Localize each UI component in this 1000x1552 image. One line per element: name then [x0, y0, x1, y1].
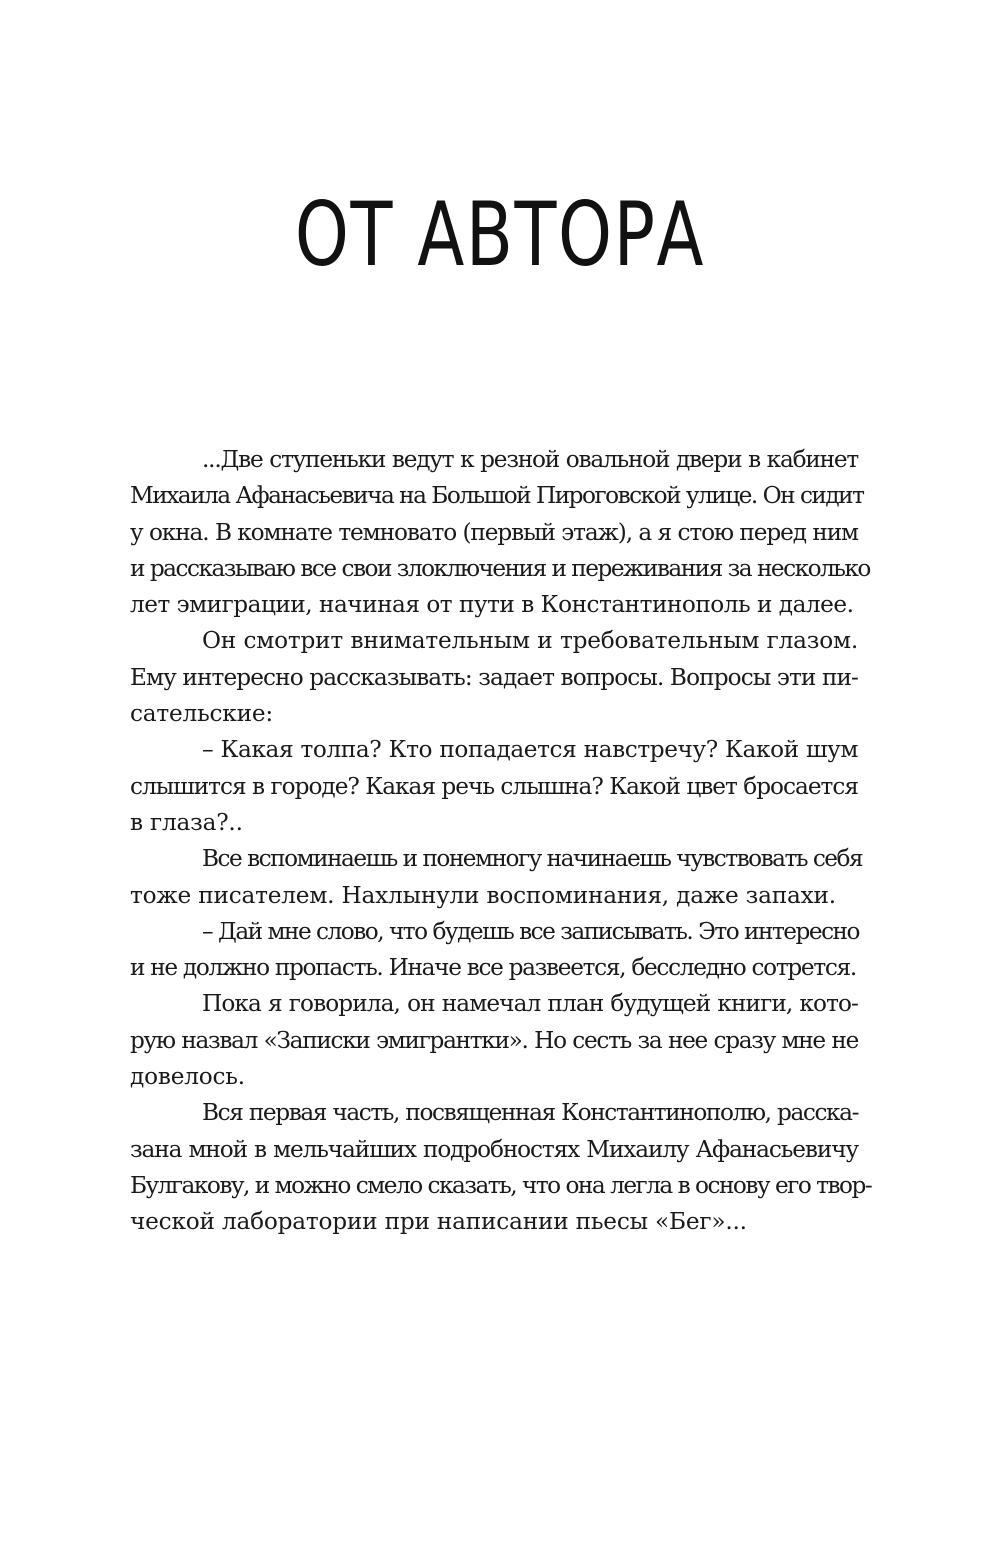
text-line: – Какая толпа? Кто попадается навстречу? Какой шум — [202, 736, 858, 764]
text-line: Пока я говорила, он намечал план будущей книги, кото- — [202, 990, 858, 1018]
text-line: в глаза?.. — [130, 808, 243, 836]
body-text — [130, 442, 872, 1241]
text-line: у окна. В комнате темновато (первый этаж), а я стою перед ним — [130, 518, 858, 546]
text-line: слышится в городе? Какая речь слышна? Какой цвет бросается — [130, 772, 858, 800]
text-line: Ему интересно рассказывать: задает вопросы. Вопросы эти пи- — [130, 663, 858, 691]
text-line: довелось. — [130, 1063, 245, 1091]
text-line: ...Две ступеньки ведут к резной овальной двери в кабинет — [202, 446, 858, 473]
text-line: Он смотрит внимательным и требовательным глазом. — [202, 627, 858, 655]
text-line: ческой лаборатории при написании пьесы «Бег»... — [130, 1208, 747, 1236]
text-line: рую назвал «Записки эмигрантки». Но сесть за нее сразу мне не — [130, 1026, 858, 1054]
text-line: и не должно пропасть. Иначе все развеется, бесследно сотрется. — [130, 954, 856, 982]
text-line: Вся первая часть, посвященная Константинополю, расска- — [202, 1099, 858, 1127]
text-line: лет эмиграции, начиная от пути в Константинополь и далее. — [130, 591, 854, 619]
text-line: Булгакову, и можно смело сказать, что она легла в основу его твор- — [130, 1171, 872, 1199]
text-line: зана мной в мельчайших подробностях Михаилу Афанасьевичу — [130, 1135, 858, 1163]
text-line: – Дай мне слово, что будешь все записывать. Это интересно — [202, 917, 859, 945]
text-line: тоже писателем. Нахлынули воспоминания, даже запахи. — [130, 881, 836, 909]
text-line: и рассказываю все свои злоключения и переживания за несколько — [130, 554, 870, 582]
chapter-title: ОТ АВТОРА — [294, 183, 706, 286]
text-line: сательские: — [130, 700, 273, 728]
text-line: Все вспоминаешь и понемногу начинаешь чувствовать себя — [202, 845, 863, 873]
text-line: Михаила Афанасьевича на Большой Пироговской улице. Он сидит — [130, 482, 864, 510]
